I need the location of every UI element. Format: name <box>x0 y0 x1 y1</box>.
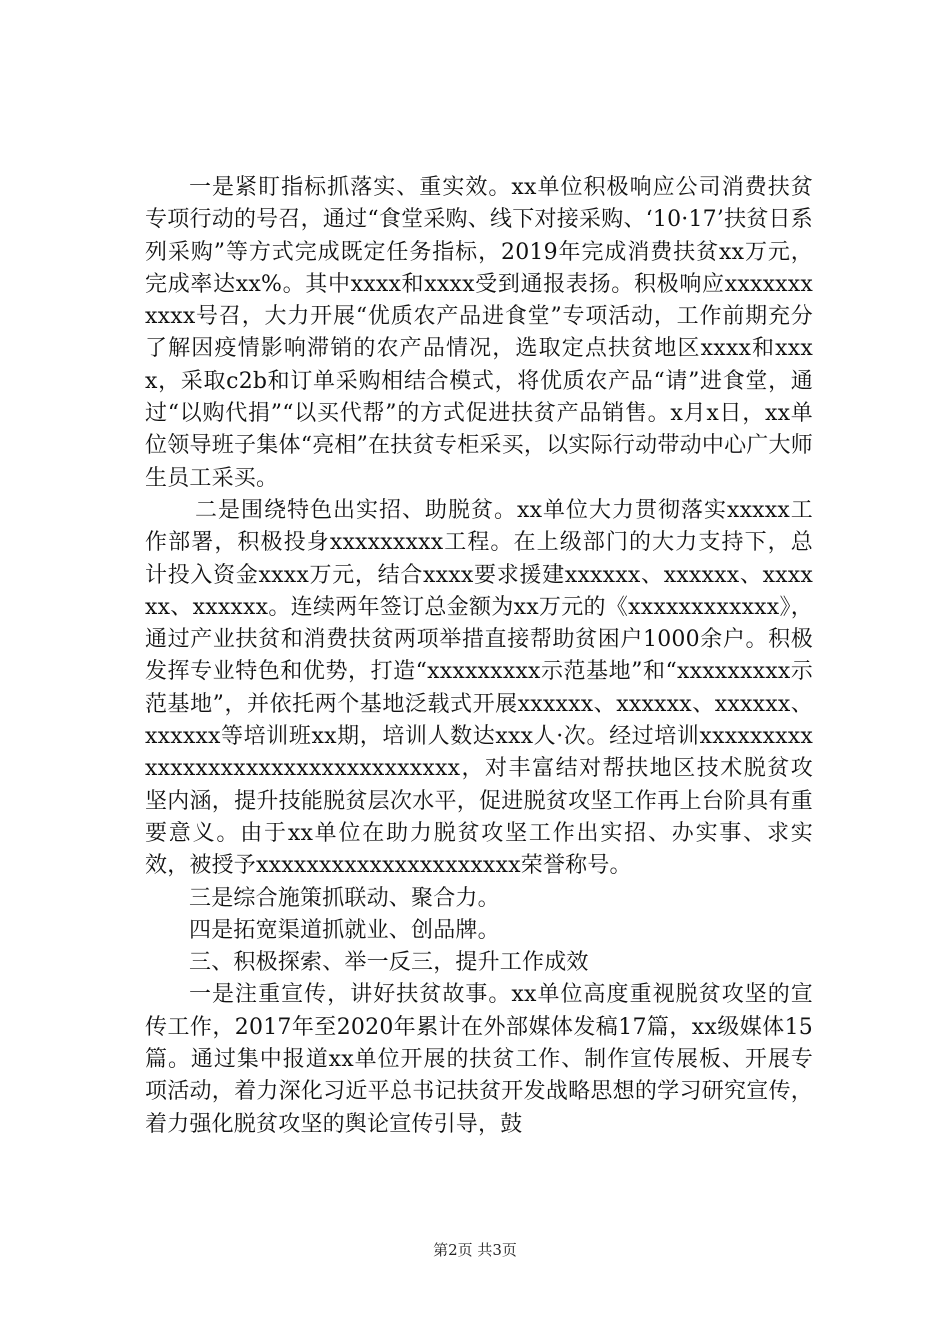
paragraph-employment-channels: 四是拓宽渠道抓就业、创品牌。 <box>189 917 500 943</box>
section-heading-work-results: 三、积极探索、举一反三，提升工作成效 <box>189 950 589 976</box>
paragraph-featured-measures: 二是围绕特色出实招、助脱贫。xx单位大力贯彻落实xxxxx工作部署，积极投身xxxxxxxxx工程。在上级部门的大力支持下，总计投入资金xxxx万元，结合xxxx要求援建xxxxxx、xxxxxx、xxxxxx、xxxxxx。连续两年签订总金额为xx万元的《xxxxxxxxxxxx》，通过产业扶贫和消费扶贫两项举措直接帮助贫困户1000余户。积极发挥专业特色和优势，打造“xxxxxxxxx示范基地”和“xxxxxxxxx示范基地”，并依托两个基地泛载式开展xxxxxx、xxxxxx、xxxxxx、xxxxxx等培训班xx期，培训人数达xxx人·次。经过培训xxxxxxxxxxxxxxxxxxxxxxxxxxxxxxxxxx，对丰富结对帮扶地区技术脱贫攻坚内涵，提升技能脱贫层次水平，促进脱贫攻坚工作再上台阶具有重要意义。由于xx单位在助力脱贫攻坚工作出实招、办实事、求实效，被授予xxxxxxxxxxxxxxxxxxxxx荣誉称号。 <box>145 497 813 879</box>
paragraph-publicity: 一是注重宣传，讲好扶贫故事。xx单位高度重视脱贫攻坚的宣传工作，2017年至2020年累计在外部媒体发稿17篇，xx级媒体15篇。通过集中报道xx单位开展的扶贫工作、制作宣传展板、开展专项活动，着力深化习近平总书记扶贫开发战略思想的学习研究宣传，着力强化脱贫攻坚的舆论宣传引导，鼓 <box>145 982 813 1137</box>
paragraph-comprehensive-policy: 三是综合施策抓联动、聚合力。 <box>189 885 500 911</box>
paragraph-consumption-poverty-alleviation: 一是紧盯指标抓落实、重实效。xx单位积极响应公司消费扶贫专项行动的号召，通过“食堂采购、线下对接采购、‘10·17’扶贫日系列采购”等方式完成既定任务指标，2019年完成消费扶贫xx万元，完成率达xx%。其中xxxx和xxxx受到通报表扬。积极响应xxxxxxxxxxx号召，大力开展“优质农产品进食堂”专项活动，工作前期充分了解因疫情影响滞销的农产品情况，选取定点扶贫地区xxxx和xxxx，采取c2b和订单采购相结合模式，将优质农产品“请”进食堂，通过“以购代捐”“以买代帮”的方式促进扶贫产品销售。x月x日，xx单位领导班子集体“亮相”在扶贫专柜采买，以实际行动带动中心广大师生员工采买。 <box>145 175 813 491</box>
document-body <box>145 172 813 1141</box>
page-number-footer: 第2页 共3页 <box>433 1241 517 1259</box>
